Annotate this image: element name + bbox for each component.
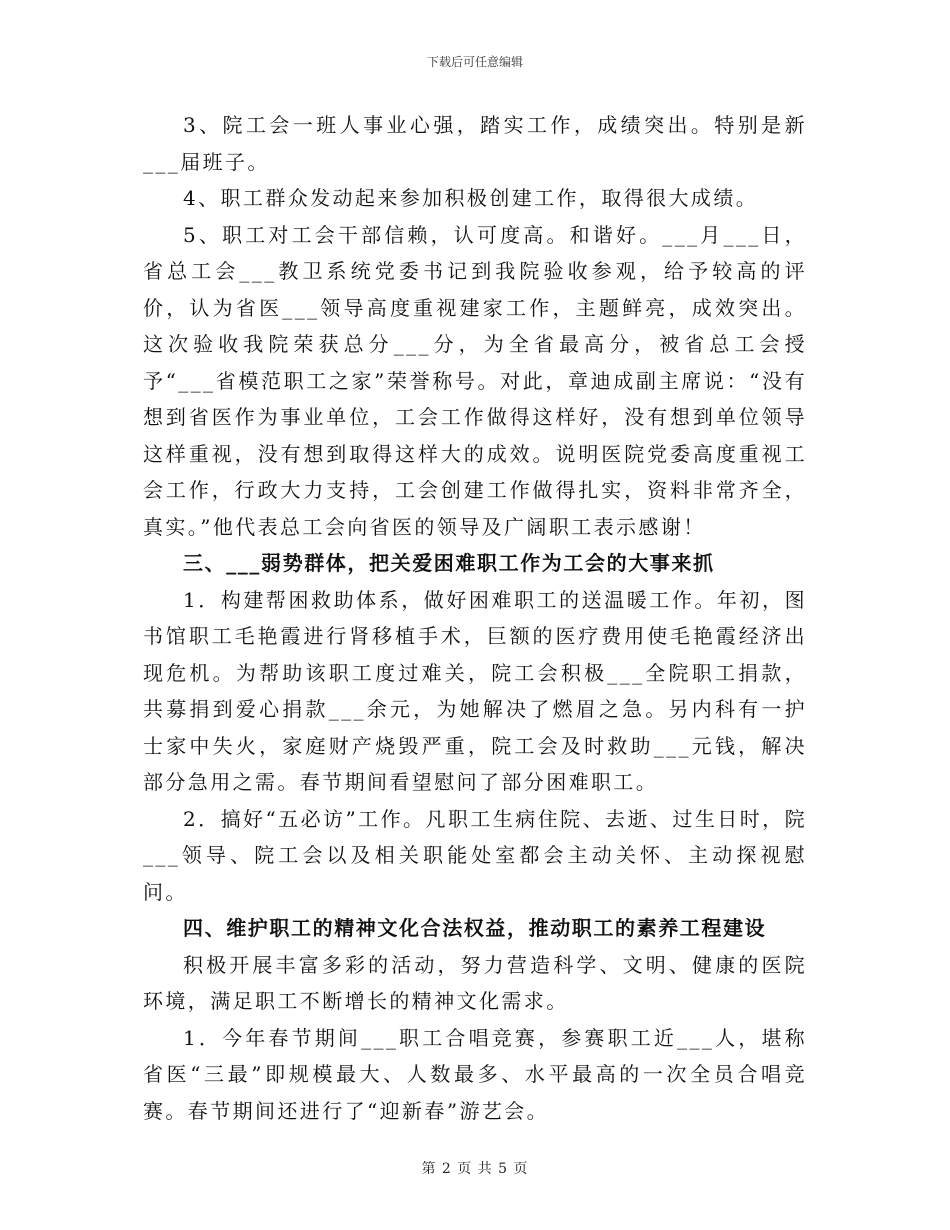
document-body [143, 107, 807, 1129]
paragraph-item-4: 4、职工群众发动起来参加积极创建工作，取得很大成绩。 [183, 186, 759, 210]
paragraph-item-3: 3、院工会一班人事业心强，踏实工作，成绩突出。特别是新___届班子。 [143, 113, 807, 174]
paragraph-help-system: 1．构建帮困救助体系，做好困难职工的送温暖工作。年初，图书馆职工毛艳霞进行肾移植手术，巨额的医疗费用使毛艳霞经济出现危机。为帮助该职工度过难关，院工会积极___全院职工捐款，共募捐到爱心捐款___余元，为她解决了燃眉之急。另内科有一护士家中失火，家庭财产烧毁严重，院工会及时救助___元钱，解决部分急用之需。春节期间看望慰问了部分困难职工。 [143, 587, 807, 794]
paragraph-culture-intro: 积极开展丰富多彩的活动，努力营造科学、文明、健康的医院环境，满足职工不断增长的精神文化需求。 [143, 952, 807, 1013]
page-number: 第 2 页 共 5 页 [421, 1161, 529, 1177]
paragraph-item-5: 5、职工对工会干部信赖，认可度高。和谐好。___月___日，省总工会___教卫系统党委书记到我院验收参观，给予较高的评价，认为省医___领导高度重视建家工作，主题鲜亮，成效突出。这次验收我院荣获总分___分，为全省最高分，被省总工会授予“___省模范职工之家”荣誉称号。对此，章迪成副主席说：“没有想到省医作为事业单位，工会工作做得这样好，没有想到单位领导这样重视，没有想到取得这样大的成效。说明医院党委高度重视工会工作，行政大力支持，工会创建工作做得扎实，资料非常齐全，真实。”他代表总工会向省医的领导及广阔职工表示感谢！ [143, 222, 807, 539]
paragraph-five-visits: 2．搞好“五必访”工作。凡职工生病住院、去逝、过生日时，院___领导、院工会以及相关职能处室都会主动关怀、主动探视慰问。 [143, 806, 807, 904]
section-heading-3: 三、___弱势群体，把关爱困难职工作为工会的大事来抓 [183, 551, 715, 575]
section-heading-4: 四、维护职工的精神文化合法权益，推动职工的素养工程建设 [183, 916, 767, 940]
header-note: 下载后可任意编辑 [426, 55, 523, 69]
paragraph-choir-contest: 1．今年春节期间___职工合唱竞赛，参赛职工近___人，堪称省医“三最”即规模最大、人数最多、水平最高的一次全员合唱竞赛。春节期间还进行了“迎新春”游艺会。 [143, 1025, 807, 1123]
